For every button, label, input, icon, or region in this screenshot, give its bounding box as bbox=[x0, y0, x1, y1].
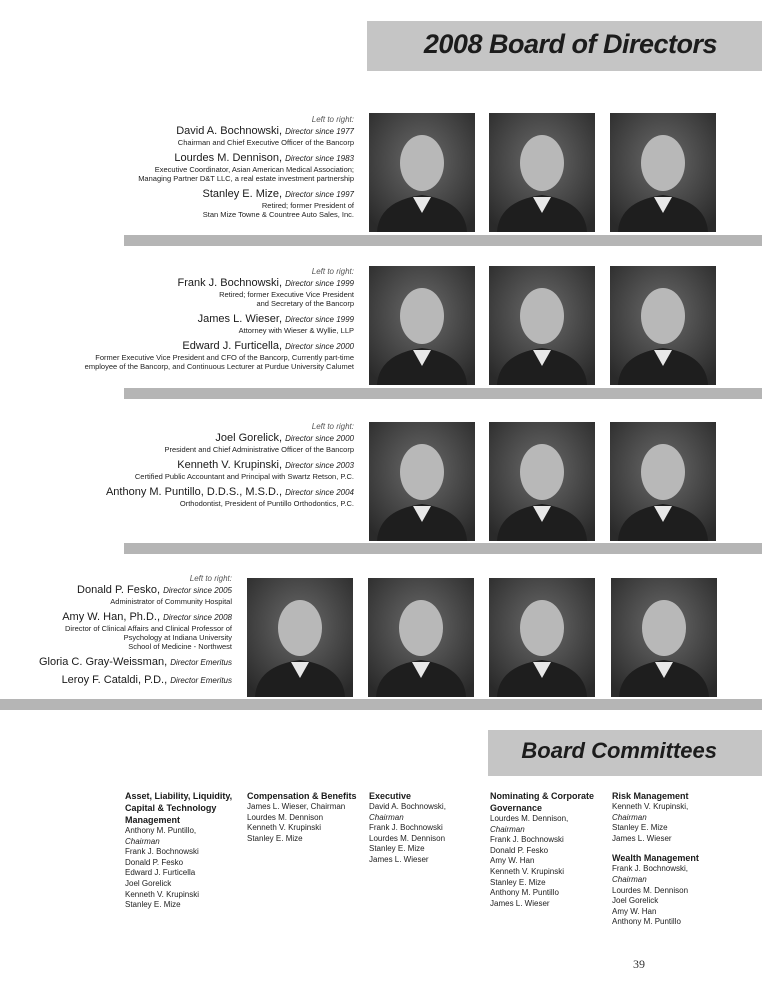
committee-member: James L. Wieser bbox=[490, 898, 550, 908]
portrait-photo bbox=[610, 422, 716, 541]
portrait-photo bbox=[369, 266, 475, 385]
committee-member: Anthony M. Puntillo bbox=[612, 917, 681, 927]
committee-member: Lourdes M. Dennison bbox=[247, 812, 324, 822]
director-group-4 bbox=[0, 573, 232, 687]
director-name: James L. Wieser, Director since 1999 bbox=[197, 313, 354, 325]
director-desc: Retired; former Executive Vice President bbox=[219, 290, 354, 299]
portrait-photo bbox=[247, 578, 353, 697]
committee-member: Stanley E. Mize bbox=[125, 900, 181, 910]
committee-member: Lourdes M. Dennison bbox=[612, 885, 689, 895]
portrait-photo bbox=[489, 266, 595, 385]
committee-member: James L. Wieser, Chairman bbox=[247, 802, 346, 811]
committee-member: Donald P. Fesko bbox=[125, 857, 184, 867]
committee-title: Compensation & Benefits bbox=[247, 791, 357, 801]
director-desc: President and Chief Administrative Officer of the Bancorp bbox=[164, 445, 354, 454]
director-desc: and Secretary of the Bancorp bbox=[256, 299, 354, 308]
director-desc: Executive Coordinator, Asian American Medical Association; bbox=[154, 165, 354, 174]
portrait-photo bbox=[489, 578, 595, 697]
committee-title: Wealth Management bbox=[612, 853, 699, 864]
committee-member: Kenneth V. Krupinski bbox=[125, 889, 199, 899]
committees-title: Board Committees bbox=[521, 738, 717, 763]
director-desc: Chairman and Chief Executive Officer of the Bancorp bbox=[177, 138, 354, 147]
portrait-photo bbox=[368, 578, 474, 697]
director-desc: Certified Public Accountant and Principal with Swartz Retson, P.C. bbox=[134, 472, 354, 481]
page-title: 2008 Board of Directors bbox=[423, 29, 717, 59]
committee-member: Amy W. Han bbox=[612, 906, 657, 916]
committee-title: Asset, Liability, Liquidity, Capital & Technology Management bbox=[125, 791, 233, 825]
committee-member: Chairman bbox=[369, 812, 404, 822]
director-name: Lourdes M. Dennison, Director since 1983 bbox=[174, 152, 354, 164]
committee-member: David A. Bochnowski, bbox=[369, 802, 446, 811]
committee-member: Lourdes M. Dennison, bbox=[490, 814, 569, 823]
group-caption: Left to right: bbox=[189, 574, 232, 583]
committee-member: Stanley E. Mize bbox=[490, 877, 546, 887]
portrait-photo bbox=[489, 113, 595, 232]
committee-member: Stanley E. Mize bbox=[369, 844, 425, 854]
committee-member: Donald P. Fesko bbox=[490, 845, 549, 855]
director-desc: School of Medicine - Northwest bbox=[128, 642, 232, 651]
portrait-photo bbox=[369, 113, 475, 232]
director-name: Amy W. Han, Ph.D., Director since 2008 bbox=[62, 611, 232, 623]
director-name: Stanley E. Mize, Director since 1997 bbox=[202, 188, 354, 200]
director-name: Leroy F. Cataldi, P.D., Director Emeritus bbox=[61, 674, 232, 686]
committee-column bbox=[490, 790, 605, 909]
committee-member: Anthony M. Puntillo, bbox=[125, 826, 197, 835]
committee-column bbox=[125, 790, 240, 911]
director-group-1 bbox=[14, 114, 354, 219]
director-group-2 bbox=[0, 266, 354, 371]
committee-member: Kenneth V. Krupinski bbox=[247, 823, 321, 833]
committee-title: Nominating & Corporate Governance bbox=[490, 791, 595, 813]
committee-member: Chairman bbox=[125, 836, 160, 846]
committee-member: James L. Wieser bbox=[612, 833, 672, 843]
group-caption: Left to right: bbox=[311, 115, 354, 124]
director-name: Kenneth V. Krupinski, Director since 2003 bbox=[177, 459, 354, 471]
director-name: Donald P. Fesko, Director since 2005 bbox=[77, 584, 232, 596]
director-desc: Orthodontist, President of Puntillo Orthodontics, P.C. bbox=[179, 499, 354, 508]
director-name: Gloria C. Gray-Weissman, Director Emeritus bbox=[38, 656, 232, 668]
committee-column bbox=[369, 790, 484, 866]
committee-column bbox=[247, 790, 362, 844]
committee-member: Lourdes M. Dennison bbox=[369, 833, 446, 843]
director-desc: Attorney with Wieser & Wyllie, LLP bbox=[238, 326, 354, 335]
director-name: Joel Gorelick, Director since 2000 bbox=[215, 432, 354, 444]
committee-member: Frank J. Bochnowski bbox=[125, 847, 199, 857]
committee-member: Amy W. Han bbox=[490, 856, 535, 866]
committees-banner bbox=[488, 730, 762, 776]
director-name: David A. Bochnowski, Director since 1977 bbox=[176, 125, 354, 137]
page-number: 39 bbox=[633, 957, 645, 971]
committee-member: Frank J. Bochnowski, bbox=[612, 864, 689, 874]
committee-member: Stanley E. Mize bbox=[612, 823, 668, 833]
committee-member: Chairman bbox=[612, 874, 647, 884]
portrait-photo bbox=[489, 422, 595, 541]
committee-member: Stanley E. Mize bbox=[247, 833, 303, 843]
director-name: Anthony M. Puntillo, D.D.S., M.S.D., Director since 2004 bbox=[105, 486, 354, 498]
committee-member: Joel Gorelick bbox=[125, 878, 172, 888]
portrait-photo bbox=[610, 113, 716, 232]
committee-member: Frank J. Bochnowski bbox=[490, 835, 564, 845]
title-banner bbox=[367, 21, 762, 71]
director-desc: employee of the Bancorp, and Continuous Lecturer at Purdue University Calumet bbox=[84, 362, 354, 371]
divider-bar bbox=[124, 235, 762, 246]
director-desc: Psychology at Indiana University bbox=[123, 633, 232, 642]
portrait-photo bbox=[611, 578, 717, 697]
group-caption: Left to right: bbox=[311, 422, 354, 431]
director-desc: Managing Partner D&T LLC, a real estate investment partnership bbox=[138, 174, 354, 183]
portrait-photo bbox=[369, 422, 475, 541]
group-caption: Left to right: bbox=[311, 267, 354, 276]
divider-bar bbox=[124, 388, 762, 399]
committee-member: James L. Wieser bbox=[369, 854, 429, 864]
committee-member: Kenneth V. Krupinski, bbox=[612, 802, 689, 811]
committee-title: Executive bbox=[369, 791, 412, 801]
director-desc: Former Executive Vice President and CFO of the Bancorp, Currently part-time bbox=[95, 353, 354, 362]
committee-member: Joel Gorelick bbox=[612, 896, 659, 906]
director-desc: Director of Clinical Affairs and Clinical Professor of bbox=[64, 624, 232, 633]
director-name: Frank J. Bochnowski, Director since 1999 bbox=[177, 277, 354, 289]
committee-member: Chairman bbox=[612, 812, 647, 822]
committee-title: Risk Management bbox=[612, 791, 689, 801]
committee-member: Anthony M. Puntillo bbox=[490, 888, 559, 898]
committee-column bbox=[612, 790, 727, 928]
committee-member: Frank J. Bochnowski bbox=[369, 823, 443, 833]
director-desc: Stan Mize Towne & Countree Auto Sales, Inc. bbox=[202, 210, 354, 219]
director-name: Edward J. Furticella, Director since 2000 bbox=[182, 340, 354, 352]
divider-bar bbox=[0, 699, 762, 710]
director-desc: Retired; former President of bbox=[261, 201, 354, 210]
committee-member: Edward J. Furticella bbox=[125, 868, 196, 878]
director-desc: Administrator of Community Hospital bbox=[110, 597, 232, 606]
divider-bar bbox=[124, 543, 762, 554]
committee-member: Chairman bbox=[490, 824, 525, 834]
portrait-photo bbox=[610, 266, 716, 385]
committee-member: Kenneth V. Krupinski bbox=[490, 866, 564, 876]
director-group-3 bbox=[14, 421, 354, 508]
